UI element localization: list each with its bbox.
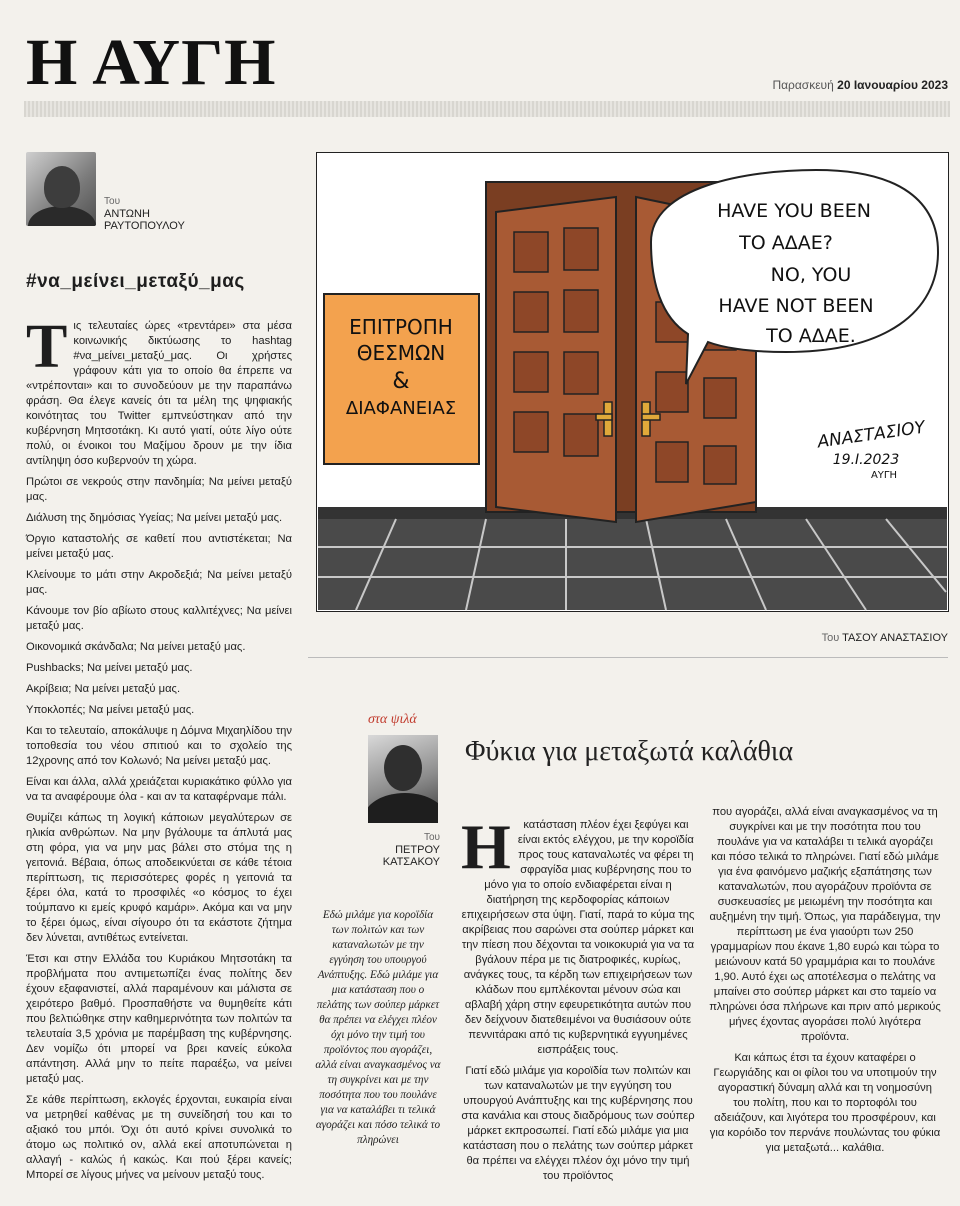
paragraph: Υποκλοπές; Να μείνει μεταξύ μας.: [26, 704, 195, 716]
cartoon-signature: ΑΝΑΣΤΑΣΙΟΥ: [816, 417, 927, 453]
speech-line: HAVE NOT BEEN: [718, 295, 874, 317]
cartoon-credit: [822, 632, 948, 644]
cartoon-signature-date: 19.I.2023: [832, 452, 900, 468]
paragraph: Η κατάσταση πλέον έχει ξεφύγει και είναι εκτός ελέγχου, με την κοροϊδία προς τους καταναλωτές να φέρει τη σφραγίδα μιας κυβέρνησης που το μόνο για το οποίο ενδιαφέρεται είναι η διατήρηση της κερδοφορίας κάποιων επιχειρήσεων στα ύψη. Γιατί, παρά το κύμα της ακρίβειας που σαρώνει στα σούπερ μάρκετ και την πίεση που δέχονται τα νοικοκυριά για να τα βγάλουν πέρα με τις διατροφικές, κυρίως, ανάγκες τους, τα κέρδη των επιχειρήσεων των κλάδων που εμπλέκονται μένουν σώα και αβλαβή χάρη στην εφευρετικότητα αυτών που δεν δείχνουν διατεθειμένοι να θυσιάσουν ούτε πεννιτάρακι από τις κυβερνητικά εγγυημένες εισπράξεις τους.: [461, 811, 695, 1056]
byline-author-first: ΑΝΤΩΝΗ: [104, 208, 150, 220]
right-article-column-2: [709, 805, 941, 1162]
paragraph: Ακρίβεια; Να μείνει μεταξύ μας.: [26, 683, 181, 695]
speech-line: TO ΑΔΑΕ?: [739, 232, 833, 254]
speech-line: NO, YOU: [770, 264, 852, 286]
author-photo: [368, 735, 438, 823]
byline-author-first: ΠΕΤΡΟΥ: [395, 844, 440, 856]
right-article-column-1: [461, 811, 695, 1190]
paragraph: Διάλυση της δημόσιας Υγείας; Να μείνει μεταξύ μας.: [26, 512, 283, 524]
masthead: Η ΑΥΓΗ: [26, 26, 277, 99]
byline-author-last: ΡΑΥΤΟΠΟΥΛΟΥ: [104, 220, 185, 232]
paragraph: Είναι και άλλα, αλλά χρειάζεται κυριακάτικο φύλλο για να τα αναφέρουμε όλα - και αν τα καταφέρναμε πάλι.: [26, 776, 292, 803]
paragraph: Και κάπως έτσι τα έχουν καταφέρει ο Γεωργιάδης και οι φίλοι του να υποτιμούν την αγοραστική δύναμη αλλά και τη νοημοσύνη του πολίτη, που και το πορτοφόλι του αδειάζουν, και λιγότερα του προσφέρουν, και για κορόιδο τον περνάνε πουλώντας του φύκια για μεταξωτά... καλάθια.: [709, 1052, 941, 1154]
cartoon: [316, 152, 949, 612]
credit-prefix: Του: [821, 632, 840, 644]
paragraph: Έτσι και στην Ελλάδα του Κυριάκου Μητσοτάκη τα προβλήματα που αντιμετωπίζει ένας πολίτης δεν έχουν εξαφανιστεί, αλλά παραμένουν και μάλιστα σε χειρότερο βαθμό. Προσπαθήστε να θυμηθείτε κάτι που βελτιώθηκε στην καθημερινότητα των πολιτών τα τελευταία 3,5 χρόνια με παρέμβαση της κυβέρνησης. Δεν νομίζω ότι μπορεί να βρει κανείς εύκολα απάντηση. Αλλά μην το πείτε παραέξω, να μείνει μεταξύ μας.: [26, 953, 292, 1085]
sign-line: &: [392, 369, 410, 394]
sign-line: ΘΕΣΜΩΝ: [356, 341, 446, 365]
paragraph: Σε κάθε περίπτωση, εκλογές έρχονται, ευκαιρία είναι να μετρηθεί καθένας με τη συνείδησή του και το αξιακό του μπόι. Όχι ότι αυτό κρίνει συνολικά το άτομο ως πολιτικό ον, αλλά εκεί αποτυπώνεται η αλλαγή - καλώς ή κακώς. Και πού ξέρει κανείς; Μπορεί σε λίγους μήνες να μείνουν μεταξύ τους.: [26, 1094, 292, 1181]
issue-weekday: Παρασκευή: [772, 78, 834, 92]
byline-author-last: ΚΑΤΣΑΚΟΥ: [382, 856, 440, 868]
author-photo: [26, 152, 96, 226]
byline-prefix: Του: [423, 832, 440, 843]
paragraph: που αγοράζει, αλλά είναι αναγκασμένος να τη συγκρίνει και με την ποσότητα που του πουλάνε για να καταλάβει τι τελικά αγοράζει και πόσο τελικά το πληρώνει. Γιατί εδώ μιλάμε για ένα φαινόμενο μαζικής εξαπάτησης των καταναλωτών, που αγοράζουν προϊόντα σε συσκευασίες με μειωμένη την ποσότητα και αυξημένη την τιμή. Όπως, για παράδειγμα, την περίπτωση με ένα γιαούρτι των 250 γραμμαρίων που έκανε 1,80 ευρώ και τώρα το μειώνουν κατά 50 γραμμάρια και το πουλάνε 1,90. Αυτό έχει ως αποτέλεσμα ο πελάτης να μπαίνει στο σούπερ μάρκετ και στο ταμείο να πληρώνει όσα πλήρωνε και πριν από μερικούς μήνες έχοντας αγοράσει πολύ λιγότερα προϊόντα.: [709, 806, 941, 1043]
paragraph: Γιατί εδώ μιλάμε για κοροϊδία των πολιτών και των καταναλωτών με την εγγύηση του υπουργού Ανάπτυξης και της κυβέρνησης που στα κανάλια και στους διαδρόμους των σούπερ μάρκετ εκπροσωπεί. Γιατί εδώ μιλάμε για μια κατάσταση που ο πελάτης των σούπερ μάρκετ θα πρέπει να ελέγχει πλέον όχι μόνο την τιμή του προϊόντος: [461, 1065, 695, 1182]
paragraph: Και το τελευταίο, αποκάλυψε η Δόμνα Μιχαηλίδου την τοποθεσία του νέου σπιτιού και το σχολείο της 12χρονης από τον Κολωνό; Να μείνει μεταξύ μας.: [26, 725, 292, 767]
speech-line: TO ΑΔΑΕ.: [766, 325, 856, 347]
sign-line: ΕΠΙΤΡΟΠΗ: [349, 315, 453, 339]
pull-quote: Εδώ μιλάμε για κοροϊδία των πολιτών και των καταναλωτών με την εγγύηση του υπουργού Ανάπτυξης. Εδώ μιλάμε για μια κατάσταση που ο πελάτης των σούπερ μάρκετ θα πρέπει να ελέγχει πλέον όχι μόνο την τιμή του προϊόντος που αγοράζει, αλλά είναι αναγκασμένος να τη συγκρίνει και με την ποσότητα που του πουλάνε για να καταλάβει τι τελικά αγοράζει και πόσο τελικά το πληρώνει: [315, 909, 441, 1146]
paragraph: Όργιο καταστολής σε καθετί που αντιστέκεται; Να μείνει μεταξύ μας.: [26, 533, 292, 560]
header-rule: [24, 101, 950, 117]
left-headline: #να_μείνει_μεταξύ_μας: [26, 271, 245, 292]
left-byline: [104, 196, 185, 232]
sign-line: ΔΙΑΦΑΝΕΙΑΣ: [345, 398, 457, 419]
issue-date-value: 20 Ιανουαρίου 2023: [837, 78, 948, 92]
right-headline: Φύκια για μεταξωτά καλάθια: [465, 736, 794, 767]
cartoon-signature-paper: ΑΥΓΗ: [870, 470, 898, 481]
issue-date: [772, 78, 948, 92]
paragraph: Κάνουμε τον βίο αβίωτο στους καλλιτέχνες; Να μείνει μεταξύ μας.: [26, 605, 292, 632]
paragraph: Πρώτοι σε νεκρούς στην πανδημία; Να μείνει μεταξύ μας.: [26, 476, 292, 503]
paragraph: Κλείνουμε το μάτι στην Ακροδεξιά; Να μείνει μεταξύ μας.: [26, 569, 292, 596]
dropcap: Η: [461, 811, 511, 882]
left-article-body: [26, 313, 292, 1189]
paragraph: Pushbacks; Να μείνει μεταξύ μας.: [26, 662, 193, 674]
paragraph: Θυμίζει κάπως τη λογική κάποιων μεγαλύτερων σε ηλικία ανθρώπων. Να μην βγάλουμε τα άπλυτά μας στη φόρα, για να μην μας βάλει στο στόμα της η γειτονιά. Βέβαια, όπως αποδεικνύεται σε κάθε τέτοια περίπτωση, τις περισσότερες φορές η γειτονιά τα ξέρει όλα, κατά το προσφιλές «ο κόσμος το έχει τούμπανο κι εμείς κρυφό καμάρι». Ακόμα και να μην το ξέρει όμως, είναι σίγουρο ότι τα εκάστοτε ζήτημα δεν λύνεται, αντιθέτως εντείνεται.: [26, 812, 292, 944]
paragraph: Τις τελευταίες ώρες «τρεντάρει» στα μέσα κοινωνικής δικτύωσης το hashtag #να_μείνει_μεταξύ_μας. Οι χρήστες γράφουν κάτι για το οποίο θα έπρεπε να «ντρέπονται» και το συνοδεύουν με την παραπάνω φράση. Θα έλεγε κανείς ότι τα μέλη της ψηφιακής κοινότητας του Twitter εμπνεύστηκαν από την κυβέρνηση Μητσοτάκη. Κι αυτό γιατί, ούτε λίγο ούτε πολύ, οι ένοικοι του Μαξίμου δρουν με την ίδια αντίληψη όσο κυβερνούν τη χώρα.: [26, 313, 292, 467]
credit-name: ΤΑΣΟΥ ΑΝΑΣΤΑΣΙΟΥ: [842, 632, 948, 644]
dropcap: Τ: [26, 313, 68, 381]
speech-line: HAVE YOU BEEN: [717, 200, 871, 222]
section-label: στα ψιλά: [368, 712, 417, 727]
paragraph: Οικονομικά σκάνδαλα; Να μείνει μεταξύ μας.: [26, 641, 246, 653]
right-byline: [368, 832, 440, 868]
section-divider: [308, 657, 948, 658]
byline-prefix: Του: [104, 196, 121, 207]
